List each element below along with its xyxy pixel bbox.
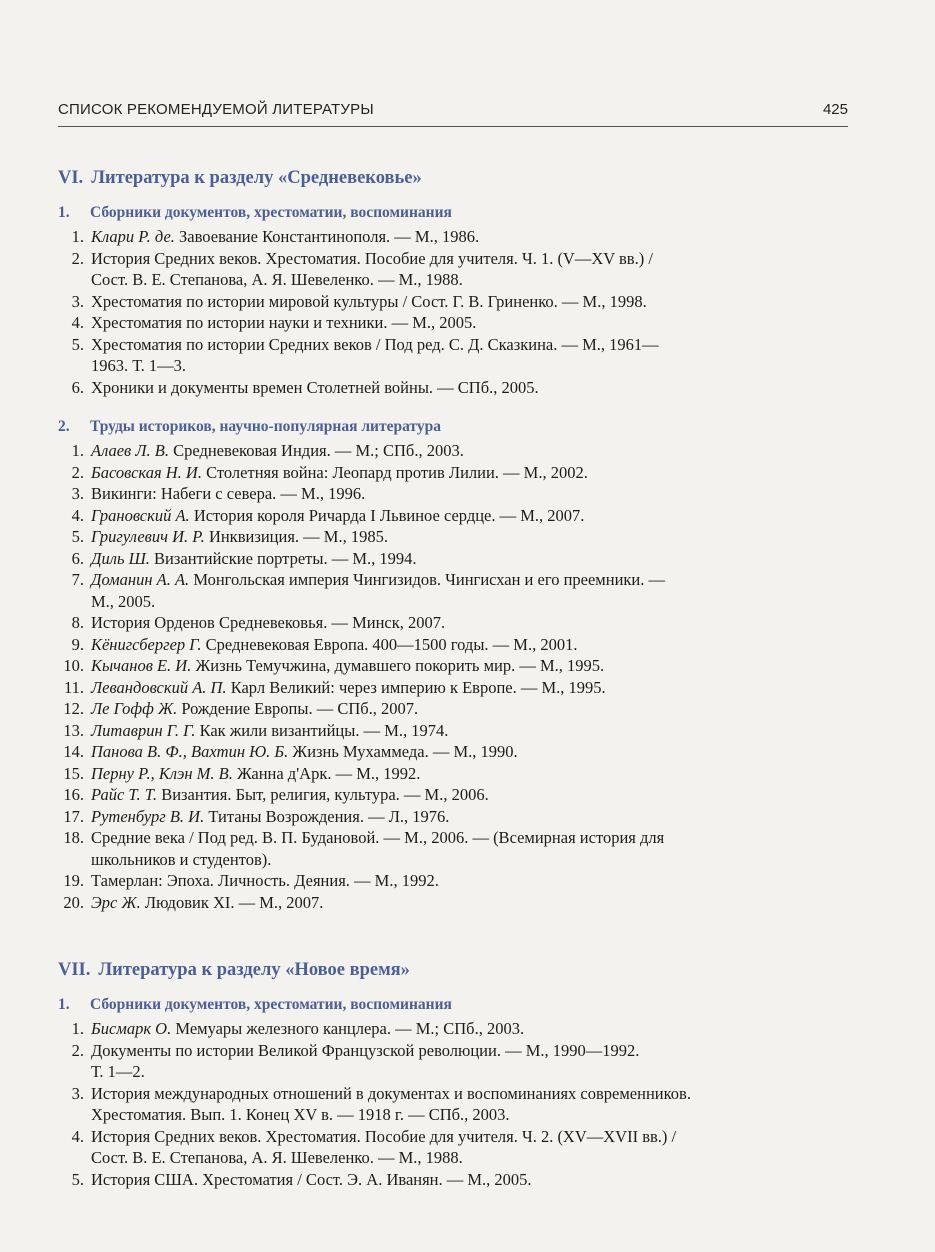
entry-text	[91, 677, 855, 699]
section-title	[58, 960, 410, 981]
bibliography-entry	[40, 741, 855, 763]
entry-line-text: Людовик XI. — М., 2007.	[144, 892, 324, 912]
entry-line	[91, 806, 855, 828]
entry-line-text: 1963. Т. 1—3.	[91, 356, 187, 375]
entry-line-text: Монгольская империя Чингизидов. Чингисхан и его преемники. —	[193, 570, 665, 589]
bibliography-entry	[40, 677, 855, 699]
entry-author: Грановский А.	[91, 505, 190, 525]
entry-author: Рутенбург В. И.	[91, 806, 205, 826]
subsection-title-text: Сборники документов, хрестоматии, воспоминания	[90, 204, 452, 221]
section-title-text: Литература к разделу «Новое время»	[98, 960, 410, 980]
bibliography-entry	[40, 226, 855, 248]
entry-line	[91, 741, 855, 763]
entry-line	[91, 248, 855, 270]
entry-line	[91, 677, 855, 699]
entry-number: 6.	[71, 377, 84, 397]
entry-line	[91, 269, 855, 291]
entry-text	[91, 1126, 855, 1169]
entry-author: Левандовский А. П.	[91, 677, 227, 697]
entry-number: 8.	[71, 613, 84, 632]
bibliography-entry	[40, 612, 855, 634]
entry-text	[91, 612, 855, 634]
entry-line-text: Хрестоматия. Вып. 1. Конец XV в. — 1918 г. — СПб., 2003.	[91, 1105, 510, 1124]
section-numeral: VII.	[58, 960, 91, 980]
entry-author: Клари Р. де.	[91, 227, 175, 246]
entry-number: 4.	[71, 505, 84, 525]
entry-line-text: Титаны Возрождения. — Л., 1976.	[208, 806, 450, 826]
entry-line	[91, 591, 855, 613]
entry-line	[91, 1061, 855, 1083]
subsection-title	[58, 996, 452, 1014]
entry-text	[91, 483, 855, 505]
entry-author: Доманин А. А.	[91, 570, 190, 589]
bibliography-entry	[40, 784, 855, 806]
entry-number: 3.	[71, 1083, 84, 1103]
subsection-title	[58, 418, 441, 436]
entry-line-text: История Средних веков. Хрестоматия. Пособие для учителя. Ч. 1. (V—XV вв.) /	[91, 248, 653, 268]
entry-line	[91, 548, 855, 570]
bibliography-entry	[40, 248, 855, 291]
entry-line-text: Византия. Быт, религия, культура. — М., 2006.	[161, 785, 489, 804]
entry-text	[91, 784, 855, 806]
entry-line	[91, 526, 855, 548]
entry-line-text: История Средних веков. Хрестоматия. Пособие для учителя. Ч. 2. (XV—XVII вв.) /	[91, 1126, 677, 1146]
section-title-text: Литература к разделу «Средневековье»	[91, 168, 422, 188]
entry-number: 7.	[71, 570, 84, 589]
entry-line	[91, 334, 855, 356]
entry-text	[91, 569, 855, 612]
entry-number: 3.	[71, 291, 84, 311]
entry-author: Диль Ш.	[91, 548, 150, 568]
entry-author: Кёнигсбергер Г.	[91, 634, 202, 654]
bibliography-entry	[40, 1083, 855, 1126]
bibliography-entry	[40, 312, 855, 334]
bibliography-entry	[40, 526, 855, 548]
bibliography-entry	[40, 892, 855, 914]
entry-text	[91, 1169, 855, 1191]
header-rule	[58, 126, 848, 127]
entry-text	[91, 1083, 855, 1126]
bibliography-entry	[40, 440, 855, 462]
entry-text	[91, 548, 855, 570]
bibliography-entry	[40, 291, 855, 313]
entry-number: 6.	[71, 548, 84, 568]
entry-line	[91, 377, 855, 399]
entry-line-text: Жизнь Темучжина, думавшего покорить мир. — М., 1995.	[195, 656, 605, 675]
entry-line	[91, 1018, 855, 1040]
entry-author: Панова В. Ф., Вахтин Ю. Б.	[91, 742, 289, 761]
entry-line	[91, 569, 855, 591]
entry-author: Алаев Л. В.	[91, 441, 169, 460]
entry-line	[91, 312, 855, 334]
subsection-number: 2.	[58, 418, 70, 435]
entry-number: 2.	[71, 462, 84, 482]
entry-line	[91, 892, 855, 914]
entry-line	[91, 226, 855, 248]
entry-number: 4.	[71, 313, 84, 332]
bibliography-entry	[40, 827, 855, 870]
entry-number: 19.	[63, 871, 84, 890]
entry-number: 1.	[71, 227, 84, 246]
bibliography-entry	[40, 720, 855, 742]
bibliography-entry	[40, 1018, 855, 1040]
entry-line	[91, 827, 855, 849]
entry-number: 1.	[71, 441, 84, 460]
entry-author: Басовская Н. И.	[91, 462, 202, 482]
bibliography-entry	[40, 483, 855, 505]
entry-line	[91, 505, 855, 527]
entry-text	[91, 312, 855, 334]
entry-line-text: Т. 1—2.	[91, 1062, 145, 1081]
entry-author: Бисмарк О.	[91, 1019, 172, 1038]
entry-number: 18.	[63, 828, 84, 847]
subsection-title-text: Труды историков, научно-популярная литература	[90, 418, 441, 435]
entry-line	[91, 1040, 855, 1062]
entry-line	[91, 763, 855, 785]
entry-text	[91, 505, 855, 527]
entry-number: 11.	[63, 677, 84, 697]
bibliography-entry	[40, 505, 855, 527]
entry-line	[91, 849, 855, 871]
bibliography-entry	[40, 1126, 855, 1169]
entry-number: 17.	[63, 806, 84, 826]
entry-author: Григулевич И. Р.	[91, 527, 205, 546]
entry-text	[91, 806, 855, 828]
page-number: 425	[822, 101, 848, 118]
subsection-title	[58, 204, 452, 222]
entry-number: 12.	[63, 699, 84, 718]
entry-number: 20.	[63, 892, 84, 912]
entry-line-text: Завоевание Константинополя. — М., 1986.	[179, 227, 480, 246]
running-title: СПИСОК РЕКОМЕНДУЕМОЙ ЛИТЕРАТУРЫ	[58, 101, 374, 118]
bibliography-entry	[40, 1169, 855, 1191]
entry-line	[91, 440, 855, 462]
entry-line	[91, 870, 855, 892]
bibliography-entry	[40, 1040, 855, 1083]
entry-line-text: Сост. В. Е. Степанова, А. Я. Шевеленко. — М., 1988.	[91, 270, 463, 289]
entry-text	[91, 634, 855, 656]
entry-line-text: Жизнь Мухаммеда. — М., 1990.	[292, 742, 518, 761]
entry-text	[91, 248, 855, 291]
entry-number: 15.	[63, 763, 84, 783]
bibliography-entry	[40, 334, 855, 377]
bibliography-entry	[40, 462, 855, 484]
entry-text	[91, 334, 855, 377]
entry-line	[91, 720, 855, 742]
entry-line	[91, 462, 855, 484]
entry-text	[91, 377, 855, 399]
entry-text	[91, 870, 855, 892]
entry-text	[91, 1018, 855, 1040]
entry-number: 3.	[71, 484, 84, 503]
section-numeral: VI.	[58, 168, 84, 188]
entry-text	[91, 720, 855, 742]
entry-line-text: История США. Хрестоматия / Сост. Э. А. Иванян. — М., 2005.	[91, 1169, 532, 1189]
entry-line-text: Столетняя война: Леопард против Лилии. — М., 2002.	[206, 462, 588, 482]
entry-text	[91, 741, 855, 763]
entry-line	[91, 1169, 855, 1191]
entry-text	[91, 655, 855, 677]
entry-line-text: Средневековая Индия. — М.; СПб., 2003.	[173, 441, 464, 460]
bibliography-entry	[40, 698, 855, 720]
entry-author: Ле Гофф Ж.	[91, 699, 178, 718]
subsection-title-text: Сборники документов, хрестоматии, воспоминания	[90, 996, 452, 1013]
subsection-number: 1.	[58, 996, 70, 1013]
entry-line-text: Викинги: Набеги с севера. — М., 1996.	[91, 484, 366, 503]
entry-line-text: Византийские портреты. — М., 1994.	[154, 548, 417, 568]
entry-line	[91, 291, 855, 313]
bibliography-entry	[40, 655, 855, 677]
entry-number: 5.	[71, 334, 84, 354]
entry-text	[91, 291, 855, 313]
entry-text	[91, 698, 855, 720]
bibliography-entry	[40, 806, 855, 828]
entry-line	[91, 1126, 855, 1148]
entry-number: 2.	[71, 1040, 84, 1060]
entry-line	[91, 1147, 855, 1169]
entry-line-text: Тамерлан: Эпоха. Личность. Деяния. — М., 1992.	[91, 871, 439, 890]
entry-author: Перну Р., Клэн М. В.	[91, 763, 233, 783]
entry-line-text: Карл Великий: через империю к Европе. — М., 1995.	[230, 677, 606, 697]
entry-line-text: Как жили византийцы. — М., 1974.	[199, 720, 449, 740]
entry-line-text: Хрестоматия по истории мировой культуры / Сост. Г. В. Гриненко. — М., 1998.	[91, 291, 647, 311]
entry-line-text: М., 2005.	[91, 591, 156, 611]
entry-line-text: Средние века / Под ред. В. П. Будановой. — М., 2006. — (Всемирная история для	[91, 828, 665, 847]
section-title	[58, 168, 422, 189]
entry-number: 2.	[71, 248, 84, 268]
entry-line	[91, 655, 855, 677]
entry-line-text: Инквизиция. — М., 1985.	[208, 527, 388, 546]
entry-text	[91, 763, 855, 785]
running-head	[58, 101, 848, 123]
entry-line-text: Хроники и документы времен Столетней войны. — СПб., 2005.	[91, 377, 539, 397]
entry-line	[91, 612, 855, 634]
entry-number: 16.	[63, 785, 84, 804]
entry-text	[91, 892, 855, 914]
entry-line	[91, 698, 855, 720]
bibliography-entry	[40, 377, 855, 399]
entry-number: 10.	[63, 656, 84, 675]
entry-number: 13.	[63, 720, 84, 740]
entry-line-text: Мемуары железного канцлера. — М.; СПб., 2003.	[175, 1019, 525, 1038]
bibliography-entry	[40, 870, 855, 892]
entry-line-text: Хрестоматия по истории науки и техники. — М., 2005.	[91, 313, 477, 332]
entry-line	[91, 784, 855, 806]
entry-text	[91, 462, 855, 484]
subsection-number: 1.	[58, 204, 70, 221]
entry-number: 5.	[71, 527, 84, 546]
entry-author: Эрс Ж.	[91, 892, 141, 912]
bibliography-entry	[40, 548, 855, 570]
entry-author: Литаврин Г. Г.	[91, 720, 196, 740]
entry-line-text: Средневековая Европа. 400—1500 годы. — М., 2001.	[205, 634, 578, 654]
entry-line-text: Рождение Европы. — СПб., 2007.	[181, 699, 419, 718]
entry-line-text: Сост. В. Е. Степанова, А. Я. Шевеленко. — М., 1988.	[91, 1148, 463, 1167]
entry-line	[91, 355, 855, 377]
entry-text	[91, 440, 855, 462]
bibliography-entry	[40, 634, 855, 656]
entry-number: 14.	[63, 742, 84, 761]
entry-line-text: Жанна д'Арк. — М., 1992.	[237, 763, 421, 783]
entry-line-text: Документы по истории Великой Французской революции. — М., 1990—1992.	[91, 1040, 640, 1060]
entry-line	[91, 483, 855, 505]
entry-line-text: Хрестоматия по истории Средних веков / Под ред. С. Д. Сказкина. — М., 1961—	[91, 334, 659, 354]
entry-author: Кычанов Е. И.	[91, 656, 192, 675]
entry-line	[91, 634, 855, 656]
entry-line	[91, 1083, 855, 1105]
entry-line	[91, 1104, 855, 1126]
entry-text	[91, 827, 855, 870]
entry-line-text: школьников и студентов).	[91, 849, 272, 869]
entry-number: 5.	[71, 1169, 84, 1189]
bibliography-entry	[40, 569, 855, 612]
bibliography-entry	[40, 763, 855, 785]
entry-author: Райс Т. Т.	[91, 785, 158, 804]
entry-line-text: История международных отношений в документах и воспоминаниях современников.	[91, 1083, 691, 1103]
entry-number: 4.	[71, 1126, 84, 1146]
entry-number: 9.	[71, 634, 84, 654]
entry-line-text: История Орденов Средневековья. — Минск, 2007.	[91, 613, 446, 632]
entry-text	[91, 1040, 855, 1083]
entry-text	[91, 226, 855, 248]
entry-text	[91, 526, 855, 548]
entry-line-text: История короля Ричарда I Львиное сердце. — М., 2007.	[193, 505, 585, 525]
entry-number: 1.	[71, 1019, 84, 1038]
